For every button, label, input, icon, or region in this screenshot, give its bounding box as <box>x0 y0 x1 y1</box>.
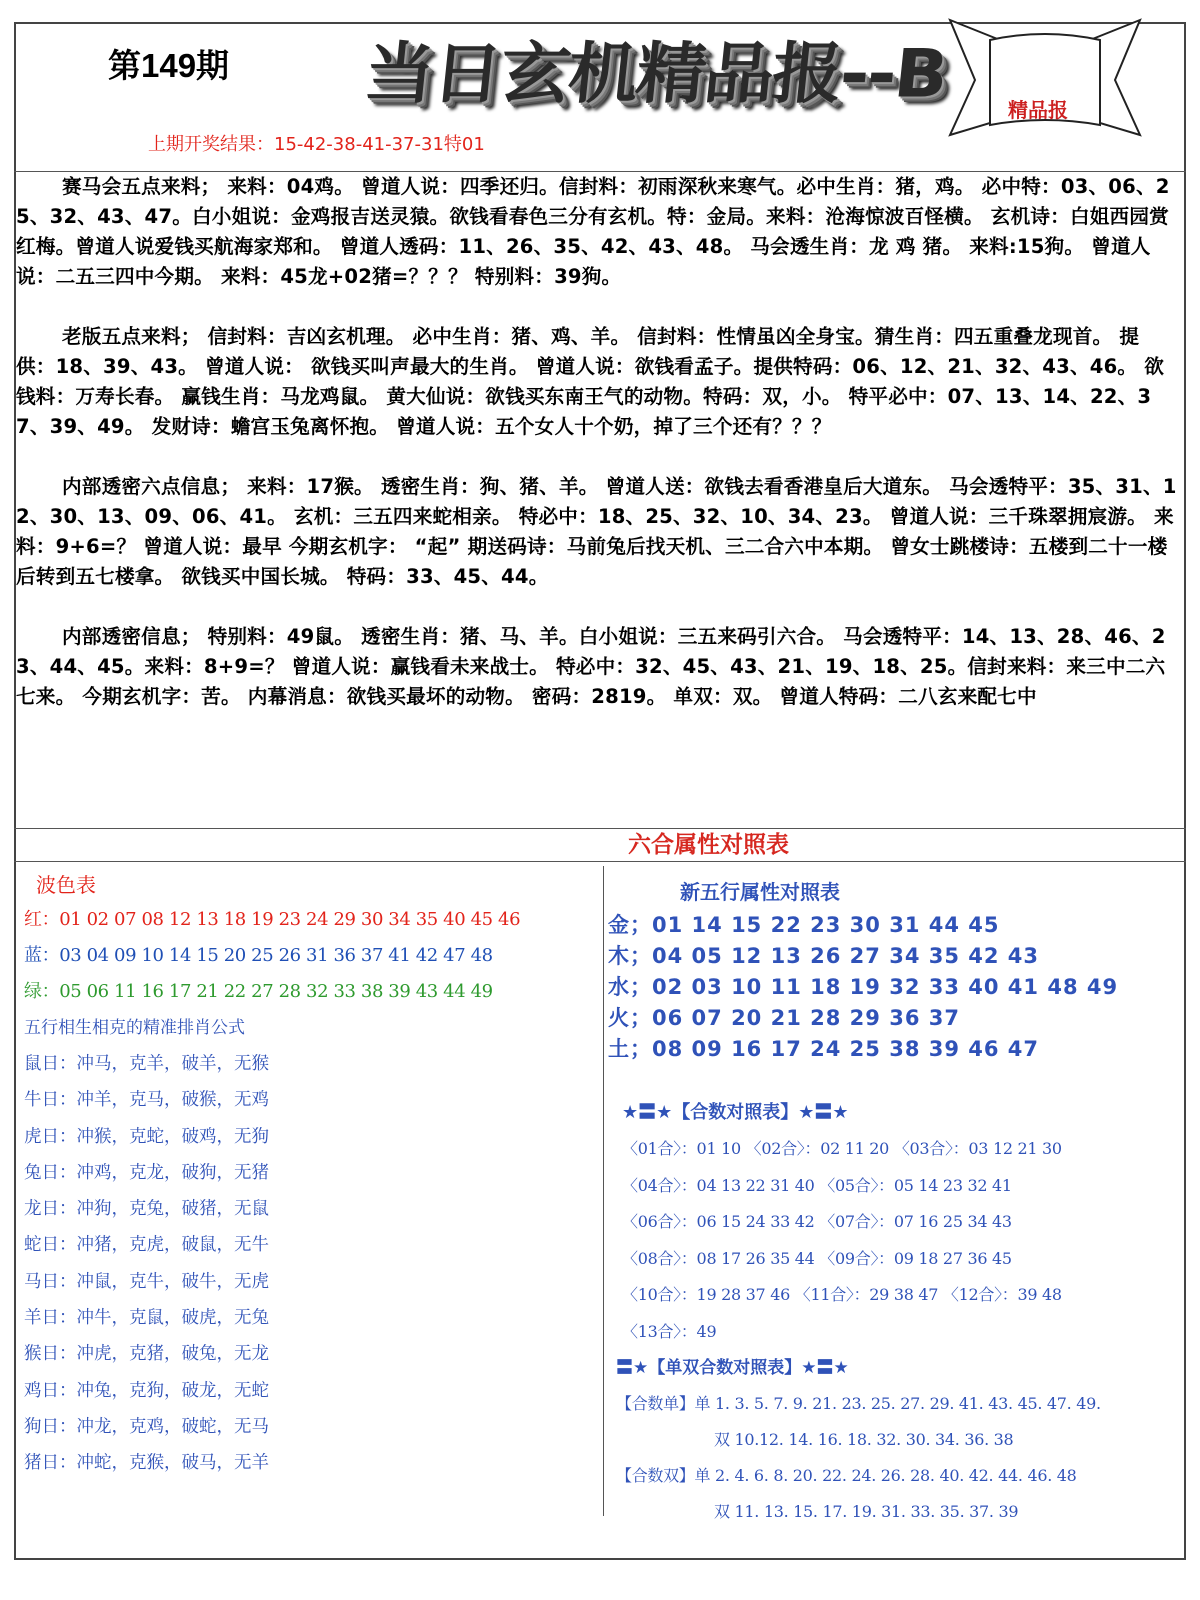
heshu-row: 〈01合〉：01 10 〈02合〉：02 11 20 〈03合〉：03 12 21 30 <box>622 1139 1062 1158</box>
day-row: 蛇日：冲猪，克虎，破鼠，无牛 <box>24 1235 269 1256</box>
paragraph-1: 赛马会五点来料； 来料：04鸡。 曾道人说：四季还归。信封料：初雨深秋来寒气。必中生肖：猪，鸡。 必中特：03、06、25、32、43、47。白小姐说：金鸡报吉送灵猿。欲钱看春色三分有玄机。特：金局。来料：沧海惊波百怪横。 玄机诗：白姐西园赏红梅。曾道人说爱钱买航海家郑和。 曾道人透码：11、26、35、42、43、48。 马会透生肖：龙 鸡 猪。 来料:15狗。 曾道人说：二五三四中今期。 来料：45龙+02猪=？？？ 特别料：39狗。 <box>16 175 1170 288</box>
day-row: 虎日：冲猴，克蛇，破鸡，无狗 <box>24 1126 269 1147</box>
paragraph-3: 内部透密六点信息； 来料：17猴。 透密生肖：狗、猪、羊。 曾道人送：欲钱去看香港皇后大道东。 马会透特平：35、31、12、30、13、09、06、41。 玄机：三五四来蛇相亲。 特必中：18、25、32、10、34、23。 曾道人说：三千珠翠拥宸游。 来料：9+6=？ 曾道人说：最早 今期玄机字： “起” 期送码诗：马前兔后找天机、三二合六中本期。 曾女士跳楼诗：五楼到二十一楼后转到五七楼拿。 欲钱买中国长城。 特码：33、45、44。 <box>16 475 1177 588</box>
new-wuxing-row: 水；02 03 10 11 18 19 32 33 40 41 48 49 <box>608 975 1119 999</box>
day-row: 羊日：冲牛，克鼠，破虎，无兔 <box>24 1308 269 1329</box>
day-row: 鸡日：冲兔，克狗，破龙，无蛇 <box>24 1380 269 1401</box>
day-row: 鼠日：冲马，克羊，破羊，无猴 <box>24 1054 269 1074</box>
heshu-row: 〈04合〉：04 13 22 31 40 〈05合〉：05 14 23 32 41 <box>622 1175 1012 1195</box>
new-wuxing-title: 新五行属性对照表 <box>680 880 840 904</box>
danshuang-title: 〓★【单双合数对照表】★〓★ <box>616 1358 849 1378</box>
issue-number: 第149期 <box>108 47 230 84</box>
new-wuxing-row: 金；01 14 15 22 23 30 31 44 45 <box>608 913 1000 937</box>
wuxing-formula-title: 五行相生相克的精准排肖公式 <box>24 1018 245 1038</box>
bose-row-green: 绿：05 06 11 16 17 21 22 27 28 32 33 38 39 43 44 49 <box>24 981 493 1002</box>
new-wuxing-row: 火；06 07 20 21 28 29 36 37 <box>608 1006 960 1030</box>
heshu-row: 〈06合〉：06 15 24 33 42 〈07合〉：07 16 25 34 43 <box>622 1212 1012 1231</box>
column-divider <box>603 866 604 1516</box>
day-row: 龙日：冲狗，克兔，破猪，无鼠 <box>24 1199 269 1220</box>
danshuang-row: 双 11. 13. 15. 17. 19. 31. 33. 35. 37. 39 <box>714 1502 1019 1521</box>
table-title: 六合属性对照表 <box>628 832 789 858</box>
left-column <box>24 868 594 1482</box>
day-row: 猪日：冲蛇，克猴，破马，无羊 <box>24 1453 269 1474</box>
danshuang-row: 【合数单】单 1. 3. 5. 7. 9. 21. 23. 25. 27. 29. 41. 43. 45. 47. 49. <box>616 1394 1101 1413</box>
bose-title: 波色表 <box>36 873 96 897</box>
table-title-bar <box>14 828 1186 862</box>
paragraph-2: 老版五点来料； 信封料：吉凶玄机理。 必中生肖：猪、鸡、羊。 信封料：性情虽凶全身宝。猜生肖：四五重叠龙现首。 提供：18、39、43。 曾道人说： 欲钱买叫声最大的生肖。 曾道人说：欲钱看孟子。提供特码：06、12、21、32、43、46。 欲钱料：万寿长春。 赢钱生肖：马龙鸡鼠。 黄大仙说：欲钱买东南王气的动物。特码：双，小。 特平必中：07、13、14、22、37、39、49。 发财诗：蟾宫玉兔离怀抱。 曾道人说：五个女人十个奶，掉了三个还有？？？ <box>16 325 1165 438</box>
day-row: 狗日：冲龙，克鸡，破蛇，无马 <box>24 1416 269 1437</box>
danshuang-row: 【合数双】单 2. 4. 6. 8. 20. 22. 24. 26. 28. 40. 42. 44. 46. 48 <box>616 1466 1077 1485</box>
right-column <box>608 874 1178 1530</box>
day-row: 牛日：冲羊，克马，破猴，无鸡 <box>24 1090 269 1111</box>
day-row: 兔日：冲鸡，克龙，破狗，无猪 <box>24 1162 269 1183</box>
last-result: 上期开奖结果：15-42-38-41-37-31特01 <box>148 134 485 155</box>
badge-label: 精品报 <box>1008 98 1068 122</box>
danshuang-row: 双 10.12. 14. 16. 18. 32. 30. 34. 36. 38 <box>714 1430 1014 1449</box>
bose-row-blue: 蓝：03 04 09 10 14 15 20 25 26 31 36 37 41 42 47 48 <box>24 945 493 966</box>
day-row: 马日：冲鼠，克牛，破牛，无虎 <box>24 1271 269 1292</box>
bose-row-red: 红：01 02 07 08 12 13 18 19 23 24 29 30 34 35 40 45 46 <box>24 909 521 930</box>
heshu-title: ★〓★【合数对照表】★〓★ <box>622 1102 849 1123</box>
new-wuxing-row: 土；08 09 16 17 24 25 38 39 46 47 <box>608 1037 1040 1061</box>
heshu-row: 〈10合〉：19 28 37 46 〈11合〉：29 38 47 〈12合〉：39 48 <box>622 1285 1062 1304</box>
intel-paragraphs <box>16 172 1178 742</box>
new-wuxing-row: 木；04 05 12 13 26 27 34 35 42 43 <box>608 944 1040 968</box>
heshu-row: 〈08合〉：08 17 26 35 44 〈09合〉：09 18 27 36 45 <box>622 1248 1012 1268</box>
day-row: 猴日：冲虎，克猪，破兔，无龙 <box>24 1344 269 1365</box>
heshu-row: 〈13合〉：49 <box>622 1321 717 1341</box>
page-title: 当日玄机精品报--B <box>360 34 951 113</box>
paragraph-4: 内部透密信息； 特别料：49鼠。 透密生肖：猪、马、羊。白小姐说：三五来码引六合。 马会透特平：14、13、28、46、23、44、45。来料：8+9=？ 曾道人说：赢钱看未来战士。 特必中：32、45、43、21、19、18、25。信封来料：来三中二六七来。 今期玄机字：苦。 内幕消息：欲钱买最坏的动物。 密码：2819。 单双：双。 曾道人特码：二八玄来配七中 <box>16 625 1166 708</box>
